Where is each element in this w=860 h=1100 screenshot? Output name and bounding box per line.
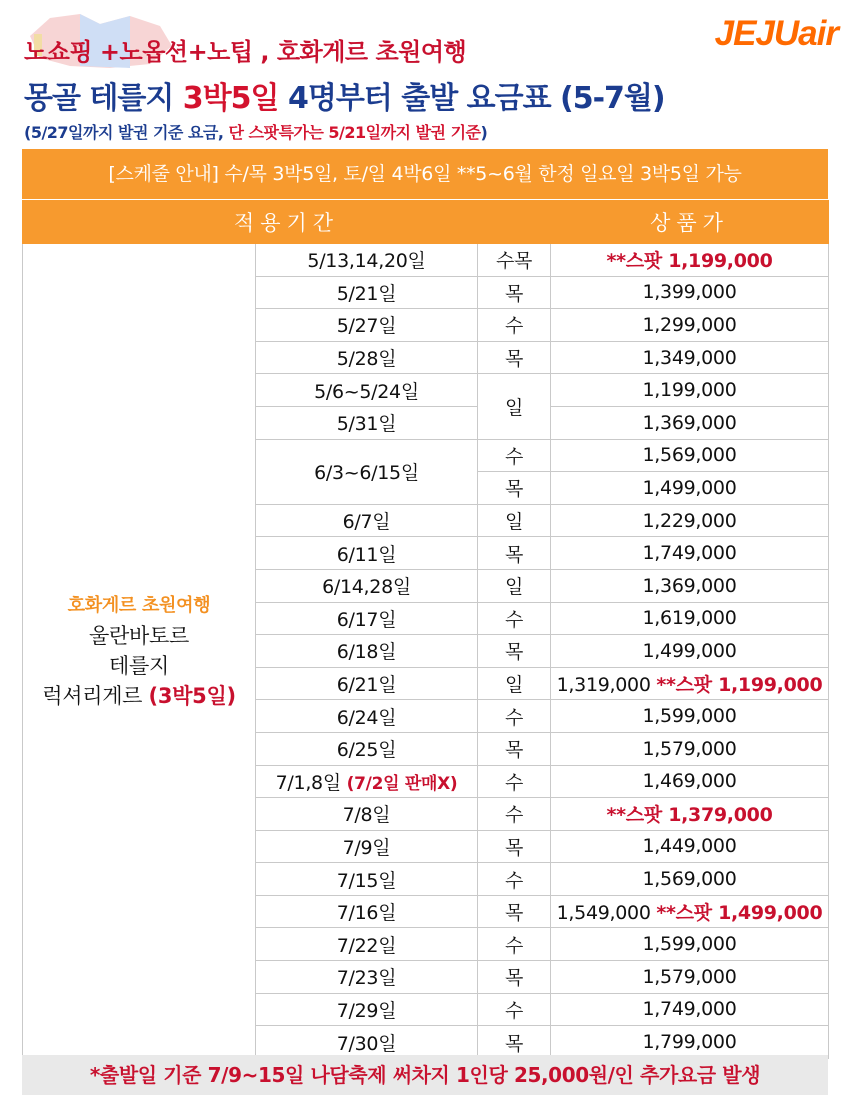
date-text: 6/21일 <box>336 674 397 697</box>
day-text: 수 <box>504 869 524 892</box>
table-row <box>23 244 829 277</box>
day-cell <box>478 569 551 602</box>
date-text: 7/9일 <box>342 836 391 859</box>
product-duration: (3박5일) <box>148 683 236 708</box>
day-text: 목 <box>504 902 524 925</box>
table-header-row <box>23 201 829 244</box>
price-cell <box>551 765 829 798</box>
day-cell <box>478 602 551 635</box>
product-line-3-text: 럭셔리게르 <box>42 683 149 708</box>
product-line-1: 울란바토르 <box>89 623 189 648</box>
price-text: 1,599,000 <box>642 705 737 728</box>
day-text: 목 <box>504 282 524 305</box>
day-text: 목 <box>504 967 524 990</box>
day-text: 목 <box>504 478 524 501</box>
price-cell <box>551 635 829 668</box>
date-text: 7/22일 <box>336 934 397 957</box>
day-cell <box>478 667 551 700</box>
price-header: 상품가 <box>551 201 829 244</box>
spot-price: **스팟 1,499,000 <box>656 902 823 925</box>
date-cell <box>256 798 478 831</box>
price-text: 1,579,000 <box>642 737 737 760</box>
subtitle-part-3: ) <box>480 123 488 142</box>
day-cell <box>478 504 551 537</box>
date-cell <box>256 765 478 798</box>
date-text: 6/24일 <box>336 706 397 729</box>
date-text: 6/25일 <box>336 739 397 762</box>
price-text: 1,469,000 <box>642 770 737 793</box>
price-cell <box>551 309 829 342</box>
date-text: 7/16일 <box>336 902 397 925</box>
price-text: 1,369,000 <box>642 411 737 434</box>
day-text: 일 <box>504 396 524 419</box>
date-cell <box>256 341 478 374</box>
day-text: 수 <box>504 706 524 729</box>
date-cell <box>256 830 478 863</box>
price-text: 1,799,000 <box>642 1031 737 1054</box>
day-text: 수 <box>504 771 524 794</box>
day-text: 수목 <box>495 250 533 273</box>
surcharge-notice: *출발일 기준 7/9~15일 나담축제 써차지 1인당 25,000원/인 추가요금 발생 <box>22 1055 828 1095</box>
date-cell <box>256 244 478 277</box>
date-text: 6/17일 <box>336 608 397 631</box>
price-cell <box>551 374 829 407</box>
price-text: 1,579,000 <box>642 965 737 988</box>
price-text: 1,449,000 <box>642 835 737 858</box>
schedule-notice: [스케줄 안내] 수/목 3박5일, 토/일 4박6일 **5~6월 한정 일요일 3박5일 가능 <box>22 149 828 199</box>
price-text: 1,619,000 <box>642 607 737 630</box>
date-cell <box>256 602 478 635</box>
price-cell <box>551 602 829 635</box>
header-tagline: 노쇼핑 +노옵션+노팁 , 호화게르 초원여행 <box>24 38 467 66</box>
price-cell <box>551 537 829 570</box>
date-cell <box>256 895 478 928</box>
header-title <box>24 73 665 117</box>
fare-table-body <box>23 244 829 1059</box>
day-cell <box>478 732 551 765</box>
day-text: 일 <box>504 511 524 534</box>
day-text: 수 <box>504 315 524 338</box>
date-cell <box>256 1026 478 1059</box>
date-text: 5/6~5/24일 <box>314 380 419 403</box>
price-cell <box>551 439 829 472</box>
price-text: 1,199,000 <box>642 379 737 402</box>
day-text: 일 <box>504 576 524 599</box>
date-cell <box>256 406 478 439</box>
price-cell <box>551 472 829 505</box>
day-cell <box>478 993 551 1026</box>
price-cell <box>551 504 829 537</box>
day-text: 수 <box>504 804 524 827</box>
jejuair-logo <box>715 14 838 54</box>
day-text: 일 <box>504 674 524 697</box>
date-cell <box>256 276 478 309</box>
date-cell <box>256 537 478 570</box>
day-text: 목 <box>504 739 524 762</box>
price-text: 1,399,000 <box>642 281 737 304</box>
price-text: 1,569,000 <box>642 868 737 891</box>
date-cell <box>256 863 478 896</box>
day-text: 목 <box>504 641 524 664</box>
price-text: 1,499,000 <box>642 639 737 662</box>
date-cell <box>256 374 478 407</box>
price-text: 1,319,000 <box>556 674 651 697</box>
day-cell <box>478 928 551 961</box>
product-line-3 <box>23 681 255 711</box>
title-part-1: 몽골 테를지 <box>24 81 183 116</box>
date-cell <box>256 993 478 1026</box>
title-part-2: 3박5일 <box>182 81 279 116</box>
price-text: 1,569,000 <box>642 444 737 467</box>
day-cell <box>478 863 551 896</box>
price-text: 1,299,000 <box>642 313 737 336</box>
date-cell <box>256 569 478 602</box>
day-cell <box>478 374 551 439</box>
day-cell <box>478 1026 551 1059</box>
price-cell <box>551 993 829 1026</box>
price-cell <box>551 1026 829 1059</box>
date-text: 6/14,28일 <box>322 576 411 599</box>
day-cell <box>478 798 551 831</box>
date-text: 5/28일 <box>336 348 397 371</box>
day-cell <box>478 472 551 505</box>
date-text: 7/29일 <box>336 999 397 1022</box>
date-cell <box>256 700 478 733</box>
date-note: (7/2일 판매X) <box>346 773 458 794</box>
product-tag: 호화게르 초원여행 <box>67 594 211 616</box>
spot-price: **스팟 1,379,000 <box>606 804 773 827</box>
date-text: 7/30일 <box>336 1032 397 1055</box>
day-text: 수 <box>504 934 524 957</box>
date-cell <box>256 309 478 342</box>
spot-price: **스팟 1,199,000 <box>656 674 823 697</box>
date-text: 7/23일 <box>336 967 397 990</box>
logo-text: JEJUair <box>714 14 838 53</box>
day-cell <box>478 276 551 309</box>
price-cell <box>551 244 829 277</box>
day-cell <box>478 635 551 668</box>
day-cell <box>478 895 551 928</box>
day-cell <box>478 961 551 994</box>
day-text: 수 <box>504 445 524 468</box>
price-cell <box>551 863 829 896</box>
date-text: 6/7일 <box>342 511 391 534</box>
date-cell <box>256 732 478 765</box>
price-text: 1,749,000 <box>642 542 737 565</box>
fare-table <box>22 200 829 1059</box>
price-text: 1,749,000 <box>642 998 737 1021</box>
day-cell <box>478 700 551 733</box>
price-cell <box>551 406 829 439</box>
date-cell <box>256 504 478 537</box>
price-cell <box>551 895 829 928</box>
date-text: 6/3~6/15일 <box>314 462 419 485</box>
header-subtitle <box>24 120 487 143</box>
day-text: 목 <box>504 348 524 371</box>
date-text: 5/21일 <box>336 282 397 305</box>
date-cell <box>256 961 478 994</box>
price-cell <box>551 961 829 994</box>
title-part-3: 4명부터 출발 요금표 (5-7월) <box>278 81 665 116</box>
date-text: 5/27일 <box>336 315 397 338</box>
date-cell <box>256 928 478 961</box>
subtitle-part-1: (5/27일까지 발권 기준 요금, <box>24 123 229 142</box>
period-header: 적용기간 <box>23 201 551 244</box>
price-cell <box>551 341 829 374</box>
price-cell <box>551 667 829 700</box>
price-text: 1,549,000 <box>556 902 651 925</box>
price-cell <box>551 798 829 831</box>
date-cell <box>256 635 478 668</box>
price-cell <box>551 928 829 961</box>
price-cell <box>551 732 829 765</box>
day-text: 목 <box>504 836 524 859</box>
day-cell <box>478 439 551 472</box>
price-cell <box>551 276 829 309</box>
price-text: 1,599,000 <box>642 933 737 956</box>
price-cell <box>551 569 829 602</box>
price-text: 1,499,000 <box>642 476 737 499</box>
day-text: 목 <box>504 1032 524 1055</box>
date-text: 6/11일 <box>336 543 397 566</box>
day-cell <box>478 830 551 863</box>
subtitle-part-2: 단 스팟특가는 5/21일까지 발권 기준 <box>228 123 481 142</box>
day-cell <box>478 537 551 570</box>
date-text: 7/15일 <box>336 869 397 892</box>
day-text: 수 <box>504 608 524 631</box>
date-text: 5/31일 <box>336 413 397 436</box>
day-cell <box>478 765 551 798</box>
date-cell <box>256 667 478 700</box>
product-cell <box>23 244 256 1059</box>
day-cell <box>478 341 551 374</box>
price-cell <box>551 700 829 733</box>
day-cell <box>478 244 551 277</box>
spot-price: **스팟 1,199,000 <box>606 250 773 273</box>
day-text: 목 <box>504 543 524 566</box>
date-text: 7/1,8일 <box>275 771 341 794</box>
date-text: 5/13,14,20일 <box>307 250 426 273</box>
date-cell <box>256 439 478 504</box>
price-text: 1,349,000 <box>642 346 737 369</box>
price-cell <box>551 830 829 863</box>
day-text: 수 <box>504 999 524 1022</box>
date-text: 6/18일 <box>336 641 397 664</box>
day-cell <box>478 309 551 342</box>
price-text: 1,229,000 <box>642 509 737 532</box>
product-line-2: 테를지 <box>109 653 169 678</box>
price-text: 1,369,000 <box>642 574 737 597</box>
date-text: 7/8일 <box>342 804 391 827</box>
